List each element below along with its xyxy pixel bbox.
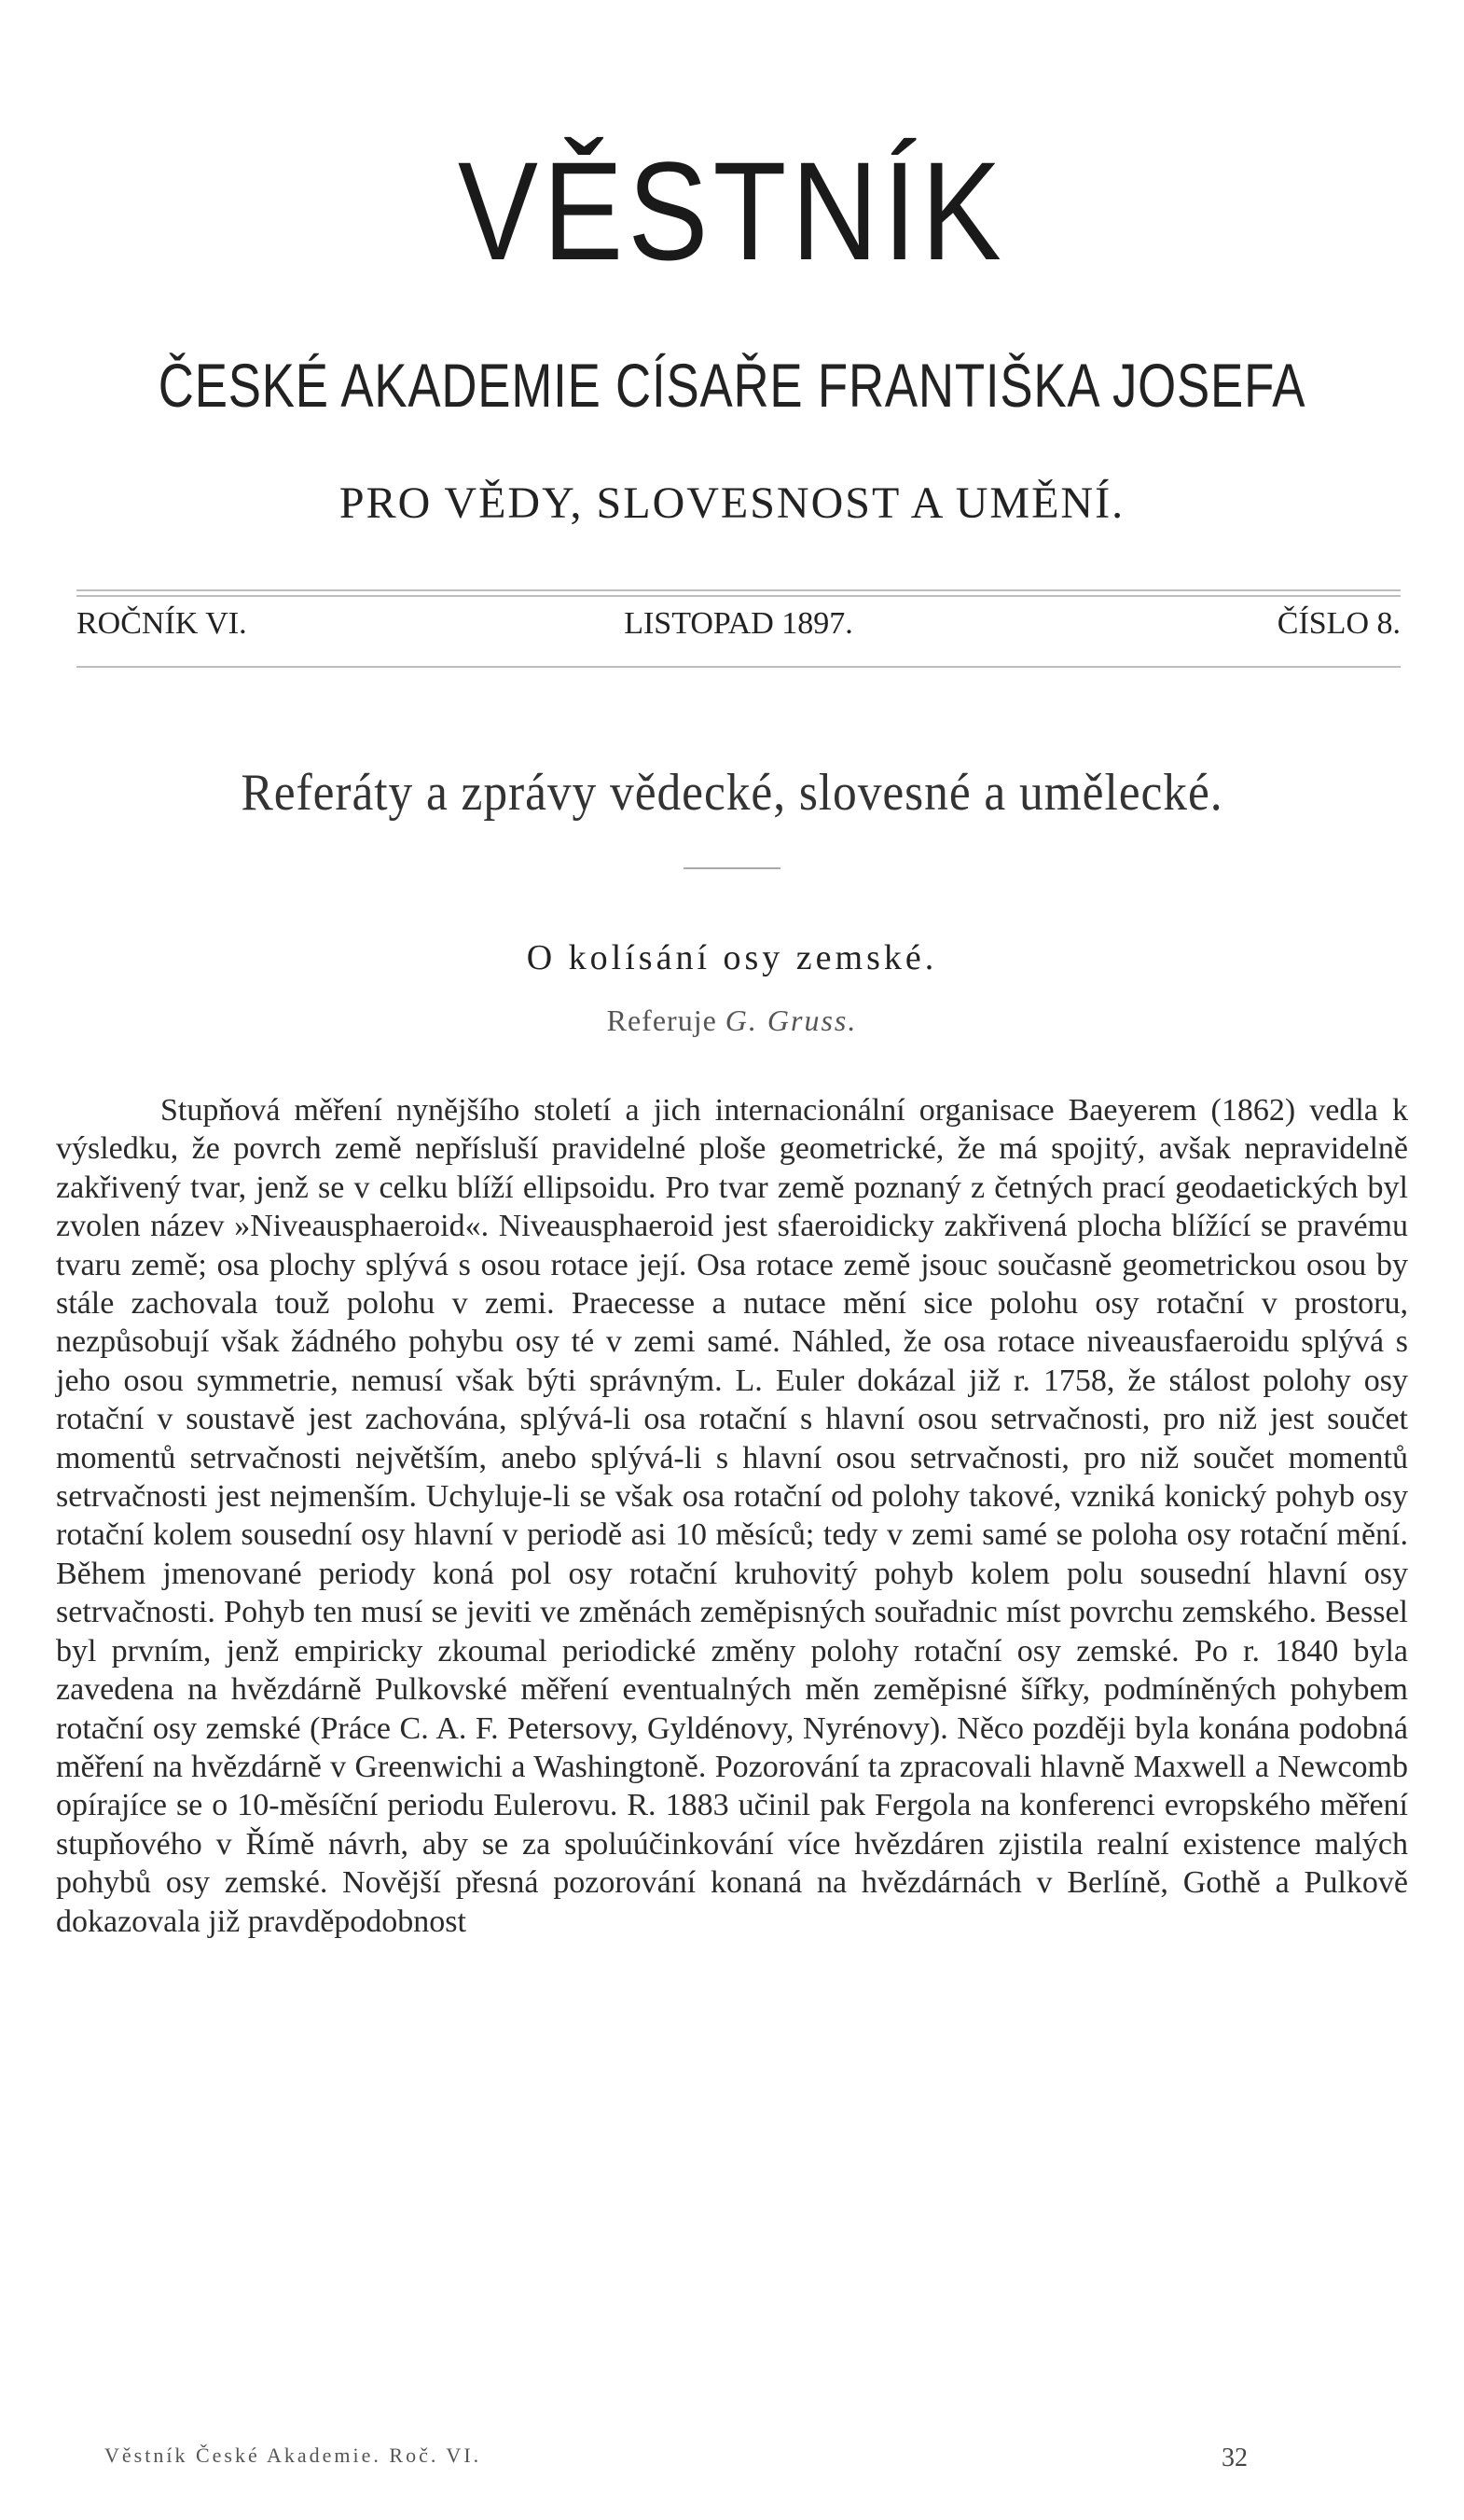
bottom-rule	[76, 666, 1401, 668]
issue-number: ČÍSLO 8.	[1277, 606, 1401, 641]
journal-title: VĚSTNÍK	[457, 132, 1007, 289]
issue-info-bar	[76, 606, 1401, 653]
article-body	[56, 1091, 1408, 1941]
top-double-rule-inner	[76, 595, 1401, 597]
page-number: 32	[1222, 2444, 1248, 2472]
section-title: Referáty a zprávy vědecké, slovesné a umělecké.	[241, 764, 1223, 822]
section-divider	[684, 867, 780, 869]
article-byline	[0, 1004, 1464, 1038]
top-double-rule	[76, 589, 1401, 591]
byline-prefix: Referuje	[606, 1004, 717, 1037]
issue-volume: ROČNÍK VI.	[76, 606, 247, 641]
byline-author: G. Gruss.	[725, 1004, 858, 1037]
article-title: O kolísání osy zemské.	[526, 938, 938, 977]
issue-date: LISTOPAD 1897.	[624, 606, 853, 641]
footer-journal-ref: Věstník České Akademie. Roč. VI.	[104, 2444, 482, 2467]
article-paragraph: Stupňová měření nynějšího století a jich internacionální organisace Baeyerem (1862) vedla k výsledku, že povrch země nepřísluší pravidelné ploše geometrické, že má spojitý, avšak nepravidelně zakřivený tvar, jenž se v celku blíží ellipsoidu. Pro tvar země poznaný z četných prací geodaetických byl zvolen název »Niveausphaeroid«. Niveausphaeroid jest sfaeroidicky zakřivená plocha blížící se pravému tvaru země; osa plochy splývá s osou rotace její. Osa rotace země jsouc současně geometrickou osou by stále zachovala touž polohu v zemi. Praecesse a nutace mění sice polohu osy rotační v prostoru, nezpůsobují však žádného pohybu osy té v zemi samé. Náhled, že osa rotace niveausfaeroidu splývá s jeho osou symmetrie, nemusí však býti správným. L. Euler dokázal již r. 1758, že stálost polohy osy rotační v soustavě jest zachována, splývá-li osa rotační s hlavní osou setrvačnosti, pro niž jest součet momentů setrvačnosti největším, anebo splývá-li s hlavní osou setrvačnosti, pro niž součet momentů setrvačnosti jest nejmenším. Uchyluje-li se však osa rotační od polohy takové, vzniká konický pohyb osy rotační kolem sousední osy hlavní v periodě asi 10 měsíců; tedy v zemi samé se poloha osy rotační mění. Během jmenované periody koná pol osy rotační kruhovitý pohyb kolem polu sousední hlavní osy setrvačnosti. Pohyb ten musí se jeviti ve změnách zeměpisných souřadnic míst povrchu zemského. Bessel byl prvním, jenž empiricky zkoumal periodické změny polohy rotační osy zemské. Po r. 1840 byla zavedena na hvězdárně Pulkovské měření eventualných měn zeměpisné šířky, podmíněných pohybem rotační osy zemské (Práce C. A. F. Petersovy, Gyldénovy, Nyrénovy). Něco později byla konána podobná měření na hvězdárně v Greenwichi a Washingtoně. Pozorování ta zpracovali hlavně Maxwell a Newcomb opírajíce se o 10-měsíční periodu Eulerovu. R. 1883 učinil pak Fergola na konferenci evropského měření stupňového v Římě návrh, aby se za spoluúčinkování více hvězdáren zjistila realní existence malých pohybů osy zemské. Novější přesná pozorování konaná na hvězdárnách v Berlíně, Gothě a Pulkově dokazovala již pravděpodobnost	[56, 1093, 1408, 1939]
journal-tagline: PRO VĚDY, SLOVESNOST A UMĚNÍ.	[338, 478, 1126, 528]
journal-subtitle: ČESKÉ AKADEMIE CÍSAŘE FRANTIŠKA JOSEFA	[158, 351, 1306, 420]
